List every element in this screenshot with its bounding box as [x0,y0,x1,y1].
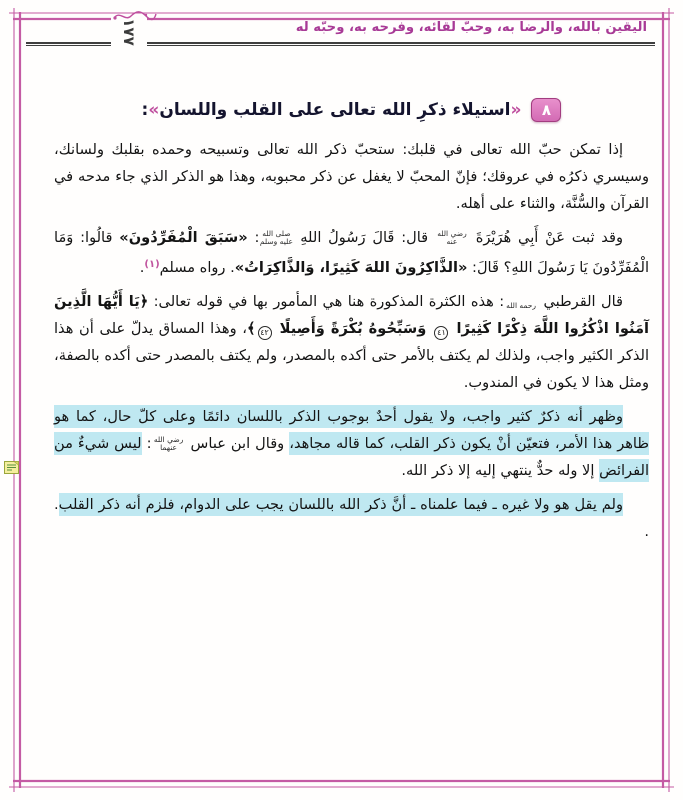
hadith-bold-text: «سَبَقَ الْمُفَرِّدُونَ» [119,229,248,246]
section-number-badge: ٨ [531,98,561,122]
body-text: قالُوا: وَمَا الْمُفَرِّدُونَ يَا رَسُولَ اللهِ؟ قَالَ: [54,229,649,276]
section-title [142,100,522,120]
body-text: : [247,229,260,246]
sallallahu-alayhi-wasallam-mark: صلى الله عليه وسلم [259,230,293,246]
page-header [54,18,649,64]
body-text: وقد ثبت عَنْ أَبِي هُرَيْرَةَ [468,229,623,246]
body-text: قال: قَالَ رَسُولُ اللهِ [293,229,435,246]
body-text: . . [54,496,649,540]
quran-verse: ﴾ [246,320,256,337]
paragraph [54,491,649,545]
ayah-number: ٤٢ [258,326,272,340]
ayah-number: ٤١ [434,326,448,340]
note-annotation-icon[interactable] [4,460,20,475]
opening-quote-mark: « [510,100,522,120]
highlighted-text: ليس شيءٌ من الفرائض [54,432,649,482]
paragraph [54,403,649,484]
section-heading [54,98,649,122]
highlighted-text: ولم يقل هو ولا غيره ـ فيما علمناه ـ أنَّ ذكر الله باللسان يجب على الدوام، فلزم أنه ذكر القلب [59,493,623,516]
body-text: . رواه مسلم [159,259,235,276]
page-number: ١٧٧ [111,17,147,47]
paragraph [54,224,649,281]
quran-verse: وَسَبِّحُوهُ بُكْرَةً وَأَصِيلًا [273,320,433,337]
paragraph [54,136,649,217]
highlighted-text: وظهر أنه ذكرٌ كثير واجب، ولا يقول أحدٌ بوجوب الذكر باللسان دائمًا وعلى كلّ حال، كما هو ظاهر هذا الأمر، فتعيّن أنْ يكون ذكر القلب، كما قاله مجاهد، [54,405,649,455]
rahimahullah-mark: رحمه الله [506,302,537,310]
body-text: وقال ابن عباس [185,435,290,452]
radi-allahu-anhuma-mark: رضي الله عنهما [153,436,184,452]
closing-quote-mark: » [148,100,160,120]
paragraphs [54,136,649,545]
section-title-text: استيلاء ذكرِ الله تعالى على القلب واللسان [159,100,511,120]
vine-ornament-icon [112,8,158,24]
body-text: إذا تمكن حبّ الله تعالى في قلبك: ستحبّ ذكر الله تعالى وتسبيحه وحمده بقلبك ولسانك، وسيسري ذكرُه في عروقك؛ فإنّ المحبّ لا يغفل عن ذكر محبوبه، وهذا هو الذكر الذي جاء مدحه في القرآن والسُّنَّة، والثناء على أهله. [54,141,649,212]
body-text: قال القرطبي [538,293,623,310]
radi-allahu-anhu-mark: رضي الله عنه [437,230,467,246]
body-text: : [141,435,152,452]
running-header: اليقين بالله، والرضا به، وحبّ لقائه، وفرحه به، وحبّه له [295,20,647,35]
body-text: : هذه الكثرة المذكورة هنا هي المأمور بها في قوله تعالى: [148,293,505,310]
hadith-bold-text: «الذَّاكِرُونَ اللهَ كَثِيرًا، وَالذَّاكِرَاتُ» [234,259,468,276]
page-content [54,18,649,784]
body-text: . [139,259,145,276]
quran-verse: ﴿يَا أَيُّهَا الَّذِينَ آمَنُوا اذْكُرُوا اللَّهَ ذِكْرًا كَثِيرًا [54,293,649,337]
body-text: ، وهذا المساق يدلّ على أن هذا الذكر الكثير واجب، ولذلك لم يكتف بالأمر حتى أكده بالمصدر، ولم يكتف بالمصدر حتى أكده بالصفة، ومثل هذا لا يكون في المندوب. [54,320,649,391]
body-text: إلا وله حدٌّ ينتهي إليه إلا ذكر الله. [401,462,600,479]
footnote-marker: (١) [144,259,160,270]
paragraph [54,288,649,396]
title-colon: : [141,100,149,120]
